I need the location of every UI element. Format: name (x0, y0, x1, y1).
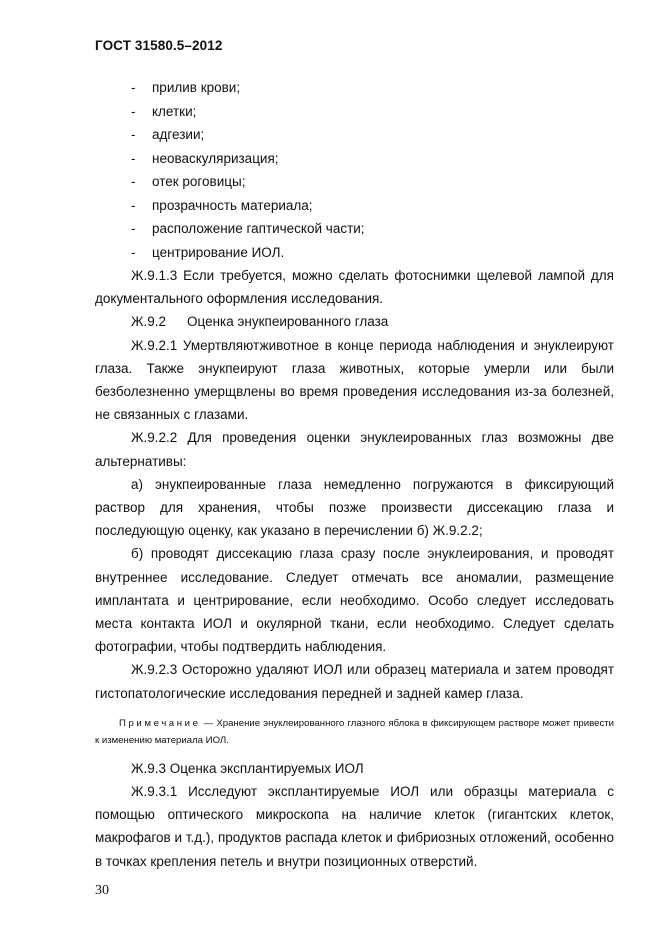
list-dash: - (131, 80, 136, 95)
list-item-text: расположение гаптической части; (152, 221, 365, 236)
paragraph-option-a: а) энукпеированные глаза немедленно погружаются в фиксирующий раствор для хранения, чтобы позже произвести диссекацию глаза и последующую оценку, как указано в перечислении б) Ж.9.2.2; (95, 476, 614, 539)
list-item (95, 123, 614, 147)
list-item-text: прилив крови; (152, 80, 241, 95)
list-item-text: прозрачность материала; (152, 197, 313, 213)
paragraph-9-3-1: Ж.9.3.1 Исследуют эксплантируемые ИОЛ или образцы материала с помощью оптического микроскопа на наличие клеток (гигантских клеток, макрофагов и т.д.), продуктов распада клеток и фибриозных отложений, особенно в точках крепления петель и внутри позиционных отверстий. (95, 784, 614, 869)
note-text: — Хранение энуклеированного глазного яблока в фиксирующем растворе может привести к изменению материала ИОЛ. (95, 717, 614, 746)
list-dash: - (131, 150, 136, 166)
paragraph-9-2-2: Ж.9.2.2 Для проведения оценки энуклеированных глаз возможны две альтернативы: (95, 430, 614, 469)
paragraph-9-2-1: Ж.9.2.1 Умертвляютживотное в конце периода наблюдения и энуклеируют глаза. Также энукпеируют глаза животных, которые умерли или были безболезненно умерщвлены во время проведения исследования из-за болезней, не связанных с глазами. (95, 337, 614, 423)
list-dash: - (131, 197, 136, 213)
list-dash: - (131, 127, 136, 142)
list-item (95, 194, 614, 218)
list-item-text: клетки; (152, 103, 197, 119)
list-item-text: неоваскуляризация; (152, 150, 279, 166)
list-dash: - (131, 221, 136, 236)
page-number: 30 (95, 883, 109, 898)
list-item-text: центрирование ИОЛ. (152, 244, 285, 260)
section-heading-9-3: Ж.9.3 Оценка эксплантируемых ИОЛ (131, 760, 364, 776)
list-item (95, 217, 614, 241)
list-dash: - (131, 174, 136, 189)
section-number: Ж.9.2 (131, 314, 166, 330)
list-item (95, 147, 614, 171)
list-item-text: отек роговицы; (152, 174, 246, 189)
note (95, 715, 614, 749)
section-heading-9-2 (95, 310, 614, 333)
observation-list (95, 76, 614, 264)
document-body (95, 76, 614, 873)
paragraph-9-1-3: Ж.9.1.3 Если требуется, можно сделать фотоснимки щелевой лампой для документального оформления исследования. (95, 268, 614, 307)
list-item-text: адгезии; (152, 127, 205, 142)
paragraph-9-2-3: Ж.9.2.3 Осторожно удаляют ИОЛ или образец материала и затем проводят гистопатологические исследования передней и задней камер глаза. (95, 662, 614, 701)
list-item (95, 170, 614, 194)
list-dash: - (131, 103, 136, 119)
paragraph-option-b: б) проводят диссекацию глаза сразу после энуклеирования, и проводят внутреннее исследование. Следует отмечать все аномалии, размещение имплантата и центрирование, если необходимо. Особо следует исследовать места контакта ИОЛ и окулярной ткани, если необходимо. Следует сделать фотографии, чтобы подтвердить наблюдения. (95, 546, 614, 655)
list-dash: - (131, 244, 136, 260)
list-item (95, 76, 614, 100)
list-item (95, 100, 614, 124)
list-item (95, 241, 614, 265)
note-label: Примечание (119, 717, 201, 729)
section-title-text: Оценка энукпеированного глаза (187, 314, 389, 330)
document-header: ГОСТ 31580.5–2012 (95, 38, 223, 53)
